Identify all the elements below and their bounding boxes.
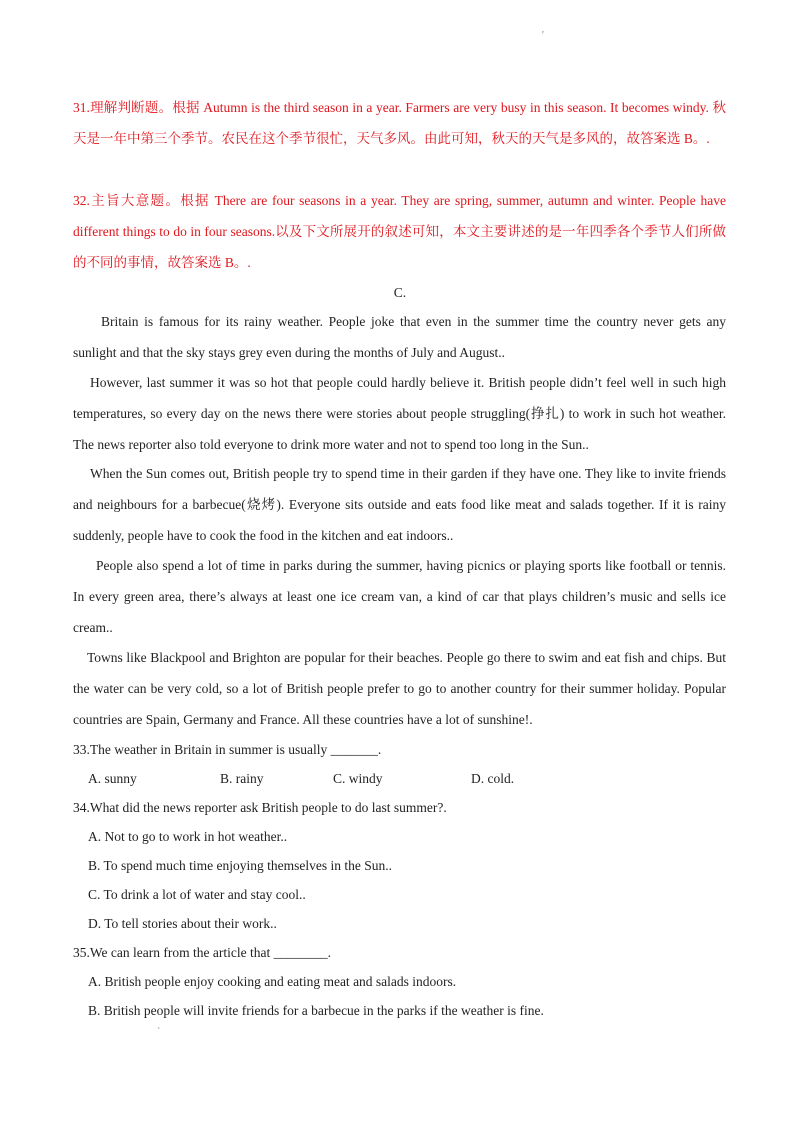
question-35-option-a: A. British people enjoy cooking and eating meat and salads indoors.: [88, 974, 457, 989]
section-title: C.: [393, 285, 407, 300]
bottom-mark: `: [157, 1027, 161, 1038]
question-33-option-d: D. cold.: [471, 771, 515, 786]
question-33-option-a: A. sunny: [88, 771, 137, 786]
passage-paragraph-3: When the Sun comes out, British people try to spend time in their garden if they have one. They like to invite friends and neighbours for a barbecue(烧烤). Everyone sits outside and eats food like meat and salads together. If it is rainy suddenly, people have to cook the food in the kitchen and eat indoors..: [73, 466, 726, 543]
question-34-stem: 34.What did the news reporter ask British people to do last summer?.: [73, 800, 447, 815]
question-34-option-c: C. To drink a lot of water and stay cool..: [88, 887, 306, 902]
question-34-option-a: A. Not to go to work in hot weather..: [88, 829, 288, 844]
passage-paragraph-2: However, last summer it was so hot that people could hardly believe it. British people didn’t feel well in such high temperatures, so every day on the news there were stories about people struggling(挣扎) to work in such hot weather. The news reporter also told everyone to drink more water and not to spend too long in the Sun..: [73, 375, 726, 452]
question-34-option-d: D. To tell stories about their work..: [88, 916, 277, 931]
passage-paragraph-4: People also spend a lot of time in parks during the summer, having picnics or playing sports like football or tennis. In every green area, there’s always at least one ice cream van, a kind of car that plays children’s music and sells ice cream..: [73, 558, 726, 635]
question-33-option-b: B. rainy: [220, 771, 264, 786]
passage-paragraph-5: Towns like Blackpool and Brighton are popular for their beaches. People go there to swim and eat fish and chips. But the water can be very cold, so a lot of British people prefer to go to another country for their summer holiday. Popular countries are Spain, Germany and France. All these countries have a lot of sunshine!.: [73, 650, 726, 727]
question-33-option-c: C. windy: [333, 771, 383, 786]
question-35-option-b: B. British people will invite friends for a barbecue in the parks if the weather is fine.: [88, 1003, 544, 1018]
passage-paragraph-1: Britain is famous for its rainy weather. People joke that even in the summer time the country never gets any sunlight and that the sky stays grey even during the months of July and August..: [73, 314, 726, 360]
answer-explanation-32: 32.主旨大意题。根据 There are four seasons in a year. They are spring, summer, autumn and winter. People have different things to do in four seasons.以及下文所展开的叙述可知，本文主要讲述的是一年四季各个季节人们所做的不同的事情，故答案选 B。.: [73, 193, 726, 270]
top-mark: ': [542, 30, 544, 41]
question-35-stem: 35.We can learn from the article that ________.: [73, 945, 331, 960]
answer-explanation-31: 31.理解判断题。根据 Autumn is the third season in a year. Farmers are very busy in this season. It becomes windy. 秋天是一年中第三个季节。农民在这个季节很忙，天气多风。由此可知，秋天的天气是多风的，故答案选 B。.: [73, 100, 726, 146]
question-34-option-b: B. To spend much time enjoying themselves in the Sun..: [88, 858, 393, 873]
question-33-stem: 33.The weather in Britain in summer is usually _______.: [73, 742, 382, 757]
